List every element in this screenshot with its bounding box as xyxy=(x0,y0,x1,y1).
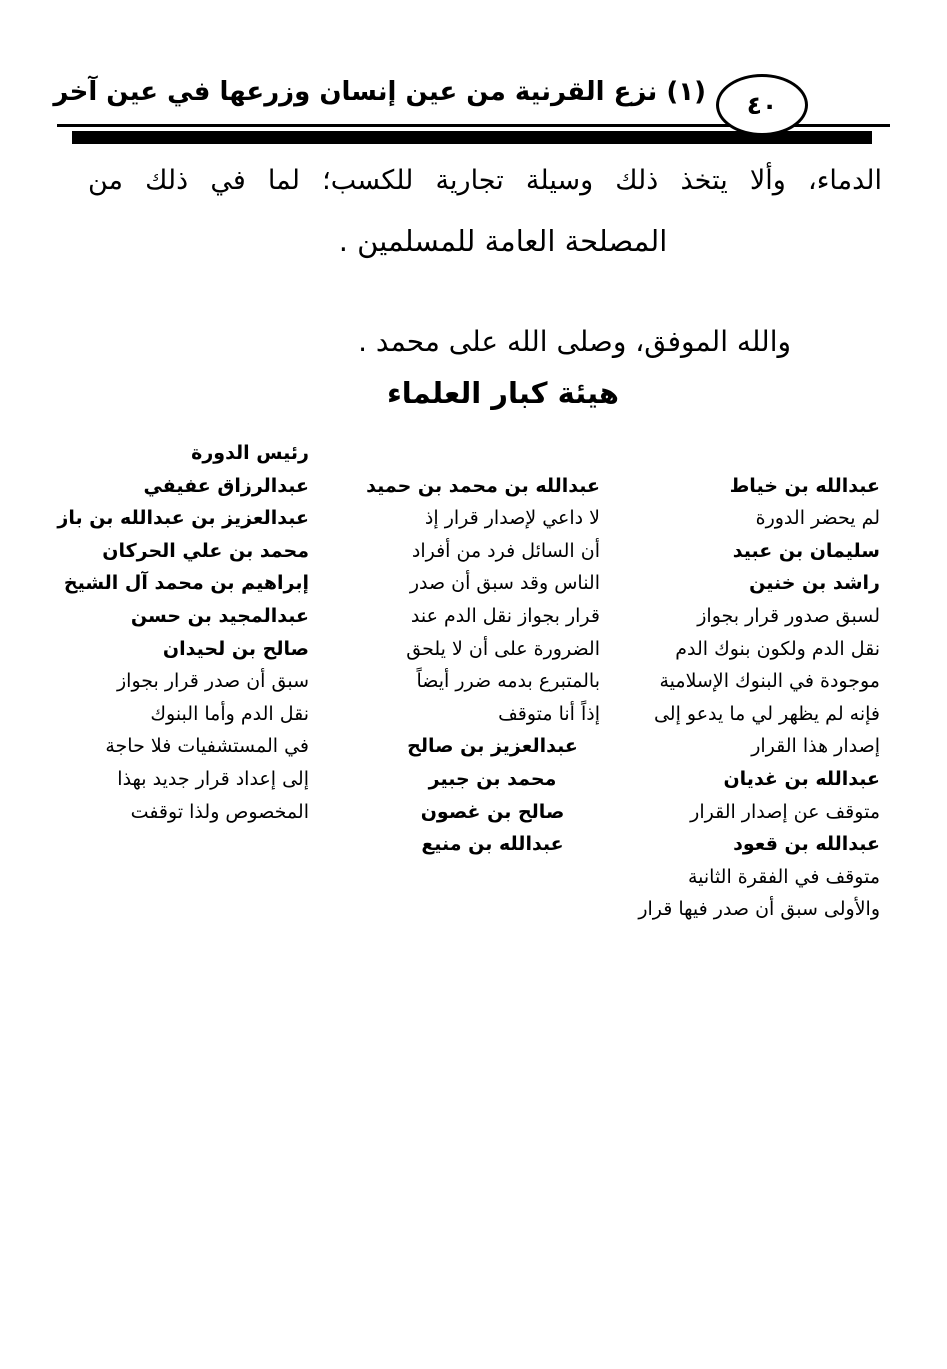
roster-note: سبق أن صدر قرار بجواز xyxy=(116,670,309,693)
roster-note: موجودة في البنوك الإسلامية xyxy=(659,670,880,693)
page-number-badge xyxy=(716,74,808,136)
roster-name: عبدالله بن غديان xyxy=(723,767,880,790)
roster-note xyxy=(385,893,600,926)
roster-name: محمد بن جبير xyxy=(428,767,557,790)
roster-note xyxy=(385,437,600,470)
roster-column-middle xyxy=(366,437,600,926)
roster-name: صالح بن لحيدان xyxy=(162,637,309,660)
header-title: (١) نزع القرنية من عين إنسان وزرعها في عين آخر xyxy=(53,77,706,107)
roster-note: لا داعي لإصدار قرار إذ xyxy=(424,507,600,530)
roster-name: عبدالعزيز بن عبدالله بن باز xyxy=(57,507,309,530)
roster-note: الناس وقد سبق أن صدر xyxy=(409,572,600,595)
roster-table xyxy=(0,437,947,937)
roster-name: عبدالله بن خياط xyxy=(729,474,880,497)
roster-note: إلى إعداد قرار جديد بهذا xyxy=(117,767,309,790)
roster-name: راشد بن خنين xyxy=(749,572,880,595)
roster-name: عبدالله بن محمد بن حميد xyxy=(366,474,600,497)
roster-note: فإنه لم يظهر لي ما يدعو إلى xyxy=(653,702,880,725)
roster-note: لم يحضر الدورة xyxy=(755,507,880,530)
roster-column-right xyxy=(638,437,880,926)
roster-note: المخصوص ولذا توقفت xyxy=(130,800,309,823)
roster-name: محمد بن علي الحركان xyxy=(102,539,309,562)
roster-name: رئيس الدورة xyxy=(191,442,309,464)
roster-note: والأولى سبق أن صدر فيها قرار xyxy=(638,898,880,921)
roster-note: بالمتبرع بدمه ضرر أيضاً xyxy=(416,670,600,693)
roster-note xyxy=(645,437,880,470)
roster-note: في المستشفيات فلا حاجة xyxy=(105,735,309,758)
roster-name: إبراهيم بن محمد آل الشيخ xyxy=(63,572,309,595)
roster-name: عبدالعزيز بن صالح xyxy=(407,735,578,758)
roster-note: متوقف في الفقرة الثانية xyxy=(687,865,880,888)
closing-line: والله الموفق، وصلى الله على محمد . xyxy=(358,325,791,358)
roster-name: عبدالله بن قعود xyxy=(733,833,880,856)
roster-note: أن السائل فرد من أفراد xyxy=(411,539,600,562)
roster-note: إصدار هذا القرار xyxy=(751,735,880,758)
roster-name: سليمان بن عبيد xyxy=(732,539,880,562)
roster-column-left xyxy=(57,437,309,828)
roster-name: عبدالرزاق عفيفي xyxy=(143,474,309,497)
roster-note: الضرورة على أن لا يلحق xyxy=(406,637,600,660)
roster-note: قرار بجواز نقل الدم عند xyxy=(410,604,600,627)
roster-note: نقل الدم وأما البنوك xyxy=(150,702,309,725)
roster-name: صالح بن غصون xyxy=(420,800,565,823)
page-number: ٤٠ xyxy=(746,90,778,120)
roster-name: عبدالله بن منيع xyxy=(421,833,564,856)
roster-note: لسبق صدور قرار بجواز xyxy=(697,604,880,627)
roster-note xyxy=(385,861,600,894)
roster-note: متوقف عن إصدار القرار xyxy=(690,800,880,823)
committee-heading: هيئة كبار العلماء xyxy=(386,376,620,410)
body-paragraph-line2: المصلحة العامة للمسلمين . xyxy=(338,224,668,258)
roster-note: نقل الدم ولكون بنوك الدم xyxy=(675,637,880,660)
body-paragraph-line1: الدماء، وألا يتخذ ذلك وسيلة تجارية للكسب؛ لما في ذلك من xyxy=(88,165,882,196)
roster-note: إذاً أنا متوقف xyxy=(498,702,600,725)
roster-name: عبدالمجيد بن حسن xyxy=(130,604,309,627)
